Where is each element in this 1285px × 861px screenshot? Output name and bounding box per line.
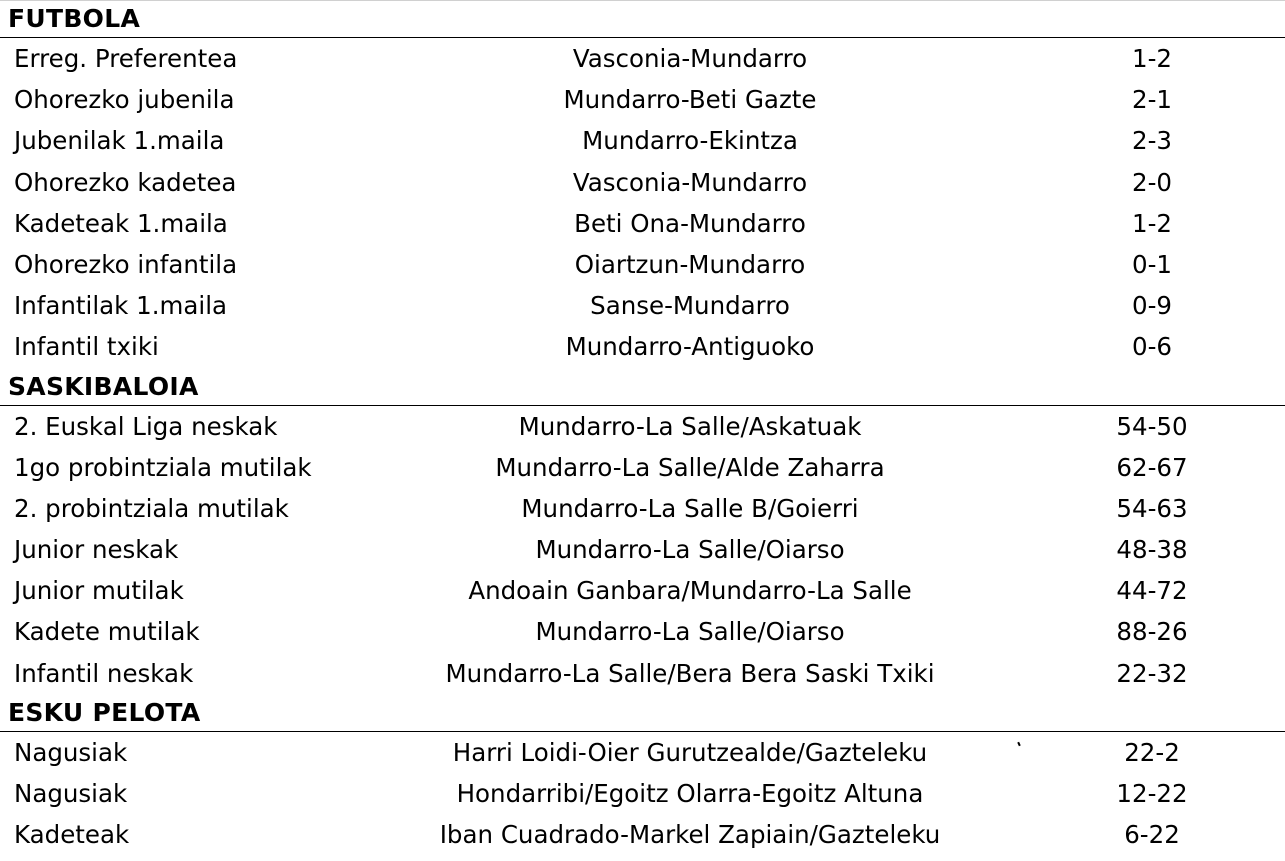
table-row	[0, 447, 1285, 488]
table-row	[0, 488, 1285, 529]
section-esku-pelota	[0, 694, 1285, 856]
category-cell: Nagusiak	[14, 737, 128, 767]
score-cell: 0-1	[1131, 249, 1173, 279]
table-row	[0, 162, 1285, 203]
match-cell: Sanse-Mundarro	[590, 291, 790, 321]
category-cell: Ohorezko kadetea	[14, 167, 237, 197]
match-cell: Mundarro-La Salle/Bera Bera Saski Txiki	[445, 658, 935, 688]
match-cell: Andoain Ganbara/Mundarro-La Salle	[468, 576, 912, 606]
match-cell: Mundarro-Antiguoko	[565, 332, 815, 362]
category-cell: Kadete mutilak	[14, 617, 200, 647]
score-cell: 0-9	[1131, 291, 1173, 321]
score-cell: 2-3	[1131, 126, 1173, 156]
score-cell: 44-72	[1116, 576, 1188, 606]
table-row	[0, 326, 1285, 367]
table-row	[0, 120, 1285, 161]
score-cell: 88-26	[1116, 617, 1188, 647]
table-row	[0, 529, 1285, 570]
match-cell: Hondarribi/Egoitz Olarra-Egoitz Altuna	[456, 779, 924, 808]
score-cell: 1-2	[1131, 208, 1173, 238]
section-header	[0, 0, 1285, 38]
table-row	[0, 244, 1285, 285]
table-row	[0, 406, 1285, 447]
match-cell: Harri Loidi-Oier Gurutzealde/Gazteleku	[452, 737, 928, 767]
table-row	[0, 79, 1285, 120]
section-header	[0, 694, 1285, 732]
match-cell: Oiartzun-Mundarro	[574, 249, 806, 279]
score-cell: 54-63	[1116, 493, 1188, 523]
category-cell: 2. probintziala mutilak	[14, 493, 289, 523]
category-cell: 2. Euskal Liga neskak	[14, 411, 278, 441]
table-row	[0, 653, 1285, 694]
match-cell: Mundarro-La Salle/Oiarso	[535, 535, 845, 565]
match-cell: Mundarro-Ekintza	[582, 126, 798, 156]
match-cell: Mundarro-Beti Gazte	[563, 85, 817, 115]
score-cell: 54-50	[1116, 411, 1188, 441]
category-cell: Junior neskak	[14, 535, 179, 565]
score-cell: 22-32	[1116, 658, 1188, 688]
section-title: ESKU PELOTA	[8, 697, 201, 727]
section-title: SASKIBALOIA	[8, 371, 199, 401]
match-cell: Mundarro-La Salle B/Goierri	[521, 493, 859, 523]
table-row	[0, 773, 1285, 814]
table-row	[0, 203, 1285, 244]
results-table	[0, 406, 1285, 694]
match-cell: Vasconia-Mundarro	[572, 44, 808, 73]
table-row	[0, 611, 1285, 652]
score-cell: 1-2	[1131, 44, 1173, 73]
table-row	[0, 570, 1285, 611]
score-cell: 62-67	[1116, 452, 1188, 482]
match-cell: Mundarro-La Salle/Alde Zaharra	[495, 452, 885, 482]
score-cell: 2-1	[1131, 85, 1173, 115]
score-cell: 6-22	[1124, 820, 1180, 850]
category-cell: Infantil neskak	[14, 658, 194, 688]
match-cell: Iban Cuadrado-Markel Zapiain/Gazteleku	[439, 820, 941, 850]
category-cell: Kadeteak 1.maila	[14, 208, 228, 238]
category-cell: Infantilak 1.maila	[14, 291, 228, 321]
category-cell: 1go probintziala mutilak	[14, 452, 312, 482]
match-cell: Mundarro-La Salle/Oiarso	[535, 617, 845, 647]
category-cell: Jubenilak 1.maila	[14, 126, 225, 156]
results-table	[0, 732, 1285, 856]
section-title: FUTBOLA	[8, 4, 141, 33]
score-cell: 12-22	[1116, 779, 1188, 808]
category-cell: Junior mutilak	[14, 576, 184, 606]
category-cell: Nagusiak	[14, 779, 128, 808]
section-header	[0, 368, 1285, 406]
match-cell: Mundarro-La Salle/Askatuak	[518, 411, 862, 441]
table-row	[0, 814, 1285, 855]
score-cell: 0-6	[1131, 332, 1173, 362]
category-cell: Kadeteak	[14, 820, 130, 850]
category-cell: Erreg. Preferentea	[14, 44, 238, 73]
section-futbola	[0, 0, 1285, 368]
table-row	[0, 38, 1285, 79]
category-cell: Ohorezko jubenila	[14, 85, 235, 115]
match-cell: Beti Ona-Mundarro	[574, 208, 806, 238]
table-row	[0, 285, 1285, 326]
section-saskibaloia	[0, 368, 1285, 694]
table-row	[0, 732, 1285, 773]
score-cell: 2-0	[1131, 167, 1173, 197]
results-table	[0, 38, 1285, 368]
score-cell: 22-2	[1124, 737, 1180, 767]
category-cell: Infantil txiki	[14, 332, 159, 362]
category-cell: Ohorezko infantila	[14, 249, 238, 279]
match-cell: Vasconia-Mundarro	[572, 167, 808, 197]
score-cell: 48-38	[1116, 535, 1188, 565]
